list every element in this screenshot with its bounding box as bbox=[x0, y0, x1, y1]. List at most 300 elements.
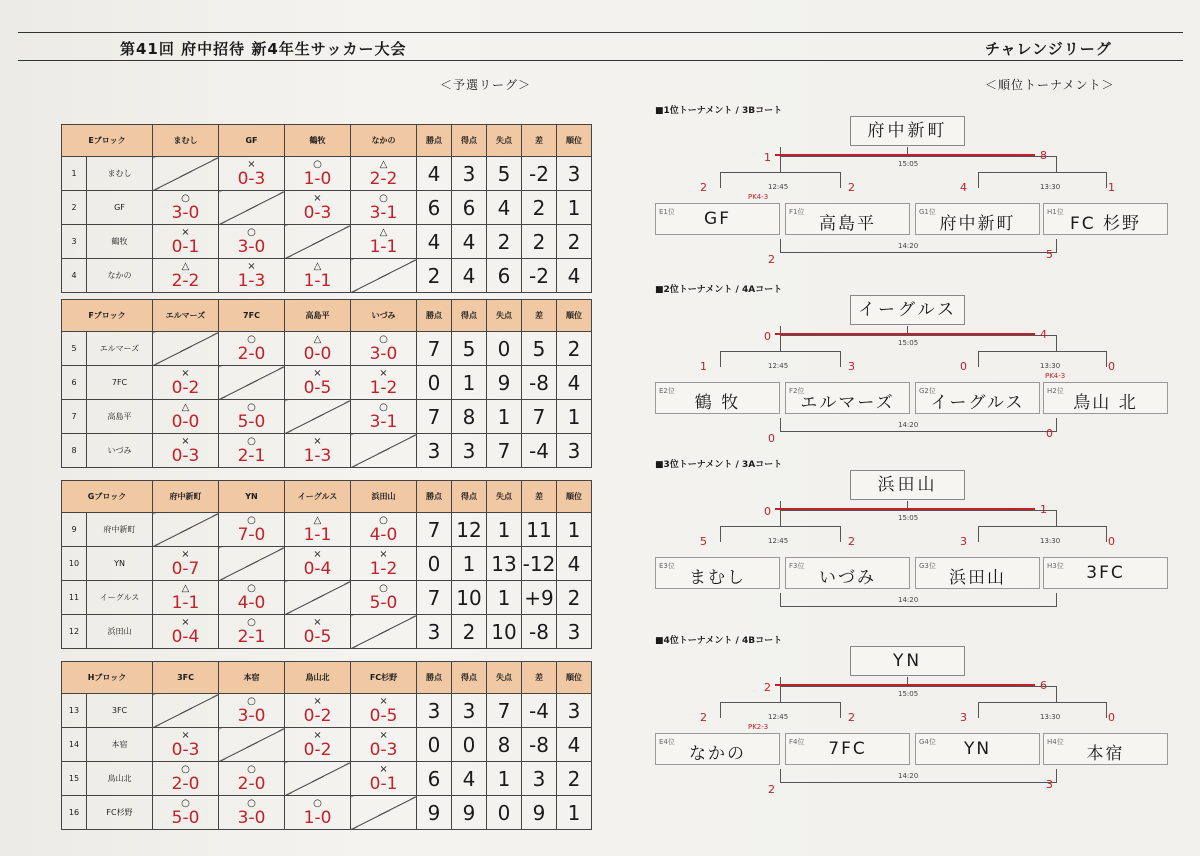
opponent-header: 府中新町 bbox=[153, 481, 219, 513]
stat-pts: 6 bbox=[417, 762, 452, 796]
stat-gf: 8 bbox=[452, 400, 487, 434]
result-mark: △ bbox=[313, 514, 322, 526]
stat-gf: 10 bbox=[452, 581, 487, 615]
bracket-line bbox=[978, 526, 1106, 527]
score: 2-2 bbox=[369, 168, 398, 189]
bracket-line bbox=[1106, 172, 1107, 188]
stat-pts: 7 bbox=[417, 513, 452, 547]
header-rule bbox=[18, 60, 1183, 61]
block-table-4 bbox=[61, 661, 592, 830]
third-time: 14:20 bbox=[898, 242, 919, 250]
slot-team-name: 高島平 bbox=[819, 214, 876, 234]
result-mark: ○ bbox=[379, 333, 388, 345]
slot-label: H1位 bbox=[1047, 208, 1064, 216]
row-number: 3 bbox=[62, 225, 87, 259]
bracket-line bbox=[780, 156, 1057, 157]
semi-score: 0 bbox=[1108, 535, 1115, 548]
result-mark: ○ bbox=[247, 435, 256, 447]
match-result bbox=[153, 615, 219, 649]
self-cell bbox=[285, 225, 351, 259]
table-row bbox=[62, 366, 592, 400]
table-row bbox=[62, 728, 592, 762]
final-time: 15:05 bbox=[898, 160, 919, 168]
stat-pts: 9 bbox=[417, 796, 452, 830]
team-name: イーグルス bbox=[87, 581, 153, 615]
score: 0-0 bbox=[171, 411, 200, 432]
score: 1-0 bbox=[303, 168, 332, 189]
bracket-line bbox=[978, 172, 1106, 173]
opponent-header: FC杉野 bbox=[351, 662, 417, 694]
result-mark: ○ bbox=[247, 514, 256, 526]
score: 3-1 bbox=[369, 411, 398, 432]
match-result bbox=[351, 191, 417, 225]
match-result bbox=[285, 513, 351, 547]
semi-score: 3 bbox=[960, 535, 967, 548]
stat-gf: 6 bbox=[452, 191, 487, 225]
score: 0-3 bbox=[303, 202, 332, 223]
stat-gf: 4 bbox=[452, 762, 487, 796]
score: 4-0 bbox=[237, 592, 266, 613]
bracket-line bbox=[840, 351, 841, 367]
stat-diff: -12 bbox=[522, 547, 557, 581]
result-mark: × bbox=[181, 367, 190, 379]
semi-score: 0 bbox=[1108, 360, 1115, 373]
score: 0-3 bbox=[171, 739, 200, 760]
score: 5-0 bbox=[237, 411, 266, 432]
stat-ga: 0 bbox=[487, 332, 522, 366]
bracket-line bbox=[978, 172, 979, 188]
table-row bbox=[62, 225, 592, 259]
stat-gf: 0 bbox=[452, 728, 487, 762]
slot-label: E2位 bbox=[659, 387, 675, 395]
stat-gf: 9 bbox=[452, 796, 487, 830]
semi-score: 0 bbox=[960, 360, 967, 373]
slot-label: E3位 bbox=[659, 562, 675, 570]
result-mark: × bbox=[313, 729, 322, 741]
self-cell bbox=[285, 581, 351, 615]
third-score-right: 5 bbox=[1046, 248, 1053, 261]
stat-ga: 1 bbox=[487, 400, 522, 434]
score: 1-2 bbox=[369, 377, 398, 398]
stat-rank: 1 bbox=[557, 796, 592, 830]
score: 3-0 bbox=[237, 705, 266, 726]
table-row bbox=[62, 434, 592, 468]
score: 0-3 bbox=[369, 739, 398, 760]
semi-time: 12:45 bbox=[768, 537, 789, 545]
result-mark: × bbox=[313, 548, 322, 560]
result-mark: × bbox=[313, 695, 322, 707]
self-cell bbox=[153, 513, 219, 547]
block-name: Gブロック bbox=[62, 481, 153, 513]
slot-label: F4位 bbox=[789, 738, 805, 746]
semi-score: 0 bbox=[1108, 711, 1115, 724]
bracket-line bbox=[780, 156, 781, 172]
bracket-line bbox=[780, 510, 781, 526]
self-cell bbox=[351, 259, 417, 293]
match-result bbox=[351, 581, 417, 615]
semi-time: 13:30 bbox=[1040, 183, 1061, 191]
semi-time: 13:30 bbox=[1040, 713, 1061, 721]
score: 0-2 bbox=[171, 377, 200, 398]
semi-score: 2 bbox=[848, 711, 855, 724]
stat-gf: 1 bbox=[452, 366, 487, 400]
bracket-line bbox=[1106, 702, 1107, 718]
opponent-header: 高島平 bbox=[285, 300, 351, 332]
table-row bbox=[62, 547, 592, 581]
match-result bbox=[219, 332, 285, 366]
semi-time: 12:45 bbox=[768, 713, 789, 721]
table-row bbox=[62, 694, 592, 728]
team-slot bbox=[655, 733, 780, 765]
stat-pts: 7 bbox=[417, 400, 452, 434]
match-result bbox=[219, 762, 285, 796]
stat-pts: 3 bbox=[417, 615, 452, 649]
team-name: 3FC bbox=[87, 694, 153, 728]
match-result bbox=[351, 694, 417, 728]
semi-time: 13:30 bbox=[1040, 362, 1061, 370]
team-name: エルマーズ bbox=[87, 332, 153, 366]
slot-team-name: 浜田山 bbox=[949, 568, 1006, 588]
table-row bbox=[62, 762, 592, 796]
stat-pts: 0 bbox=[417, 366, 452, 400]
opponent-header: 鳥山北 bbox=[285, 662, 351, 694]
bracket-line bbox=[840, 526, 841, 542]
block-table-3 bbox=[61, 480, 592, 649]
block-table-1 bbox=[61, 124, 592, 293]
result-mark: ○ bbox=[247, 333, 256, 345]
row-number: 16 bbox=[62, 796, 87, 830]
row-number: 1 bbox=[62, 157, 87, 191]
score: 2-1 bbox=[237, 445, 266, 466]
bracket-line bbox=[780, 510, 1057, 511]
stat-rank: 2 bbox=[557, 225, 592, 259]
result-mark: × bbox=[181, 226, 190, 238]
score: 0-1 bbox=[369, 773, 398, 794]
score: 1-2 bbox=[369, 558, 398, 579]
semi-time: 12:45 bbox=[768, 362, 789, 370]
slot-label: G1位 bbox=[919, 208, 936, 216]
stat-ga: 0 bbox=[487, 796, 522, 830]
stat-pts: 0 bbox=[417, 547, 452, 581]
score: 3-0 bbox=[171, 202, 200, 223]
match-result bbox=[219, 259, 285, 293]
self-cell bbox=[153, 157, 219, 191]
match-result bbox=[285, 615, 351, 649]
stat-pts: 4 bbox=[417, 225, 452, 259]
result-mark: △ bbox=[313, 260, 322, 272]
tournament-title: ■2位トーナメント / 4Aコート bbox=[655, 285, 783, 295]
slot-label: H3位 bbox=[1047, 562, 1064, 570]
table-row bbox=[62, 259, 592, 293]
opponent-header: イーグルス bbox=[285, 481, 351, 513]
bracket-line bbox=[720, 172, 840, 173]
stat-ga: 4 bbox=[487, 191, 522, 225]
score: 5-0 bbox=[369, 592, 398, 613]
stat-diff: -2 bbox=[522, 157, 557, 191]
score: 7-0 bbox=[237, 524, 266, 545]
self-cell bbox=[351, 434, 417, 468]
team-slot bbox=[915, 382, 1040, 414]
stat-ga: 7 bbox=[487, 694, 522, 728]
team-slot bbox=[915, 557, 1040, 589]
stat-diff: 5 bbox=[522, 332, 557, 366]
match-result bbox=[219, 581, 285, 615]
tournament-title: ■1位トーナメント / 3Bコート bbox=[655, 106, 783, 116]
stat-ga: 1 bbox=[487, 581, 522, 615]
result-mark: ○ bbox=[247, 695, 256, 707]
team-name: 7FC bbox=[87, 366, 153, 400]
top-rule bbox=[18, 32, 1183, 33]
slot-team-name: 鳥山 北 bbox=[1073, 393, 1138, 413]
final-score-left: 0 bbox=[764, 330, 771, 343]
match-result bbox=[153, 400, 219, 434]
bracket-line bbox=[780, 239, 781, 253]
block-table-2 bbox=[61, 299, 592, 468]
score: 2-0 bbox=[171, 773, 200, 794]
self-cell bbox=[219, 191, 285, 225]
team-name: 鶴牧 bbox=[87, 225, 153, 259]
match-result bbox=[219, 157, 285, 191]
score: 0-1 bbox=[171, 236, 200, 257]
result-mark: × bbox=[379, 548, 388, 560]
slot-team-name: まむし bbox=[689, 568, 746, 588]
col-header-rank: 順位 bbox=[557, 481, 592, 513]
stat-ga: 6 bbox=[487, 259, 522, 293]
score: 0-7 bbox=[171, 558, 200, 579]
result-mark: ○ bbox=[379, 514, 388, 526]
self-cell bbox=[153, 694, 219, 728]
bracket-line bbox=[978, 526, 979, 542]
slot-label: G3位 bbox=[919, 562, 936, 570]
final-score-left: 0 bbox=[764, 505, 771, 518]
score: 0-5 bbox=[303, 377, 332, 398]
score: 3-0 bbox=[369, 343, 398, 364]
score: 0-5 bbox=[303, 626, 332, 647]
slot-team-name: 3FC bbox=[1086, 563, 1125, 583]
score: 3-0 bbox=[237, 236, 266, 257]
match-result bbox=[351, 225, 417, 259]
team-slot bbox=[785, 382, 910, 414]
team-name: 浜田山 bbox=[87, 615, 153, 649]
stat-rank: 3 bbox=[557, 615, 592, 649]
team-slot bbox=[1043, 557, 1168, 589]
stat-gf: 3 bbox=[452, 157, 487, 191]
bracket-line bbox=[978, 702, 1106, 703]
bracket-line bbox=[978, 702, 979, 718]
third-score-left: 2 bbox=[768, 253, 775, 266]
self-cell bbox=[219, 728, 285, 762]
match-result bbox=[351, 547, 417, 581]
third-score-right: 3 bbox=[1046, 778, 1053, 791]
slot-team-name: エルマーズ bbox=[800, 393, 895, 413]
tournament-title: ■3位トーナメント / 3Aコート bbox=[655, 460, 783, 470]
score: 1-1 bbox=[369, 236, 398, 257]
result-mark: × bbox=[181, 729, 190, 741]
semi-score: 3 bbox=[960, 711, 967, 724]
bracket-line bbox=[780, 431, 1057, 432]
match-result bbox=[153, 547, 219, 581]
final-score-right: 6 bbox=[1040, 679, 1047, 692]
row-number: 14 bbox=[62, 728, 87, 762]
stat-gf: 12 bbox=[452, 513, 487, 547]
col-header-rank: 順位 bbox=[557, 300, 592, 332]
score: 2-2 bbox=[171, 270, 200, 291]
score: 1-3 bbox=[303, 445, 332, 466]
bracket-line bbox=[720, 351, 721, 367]
table-row bbox=[62, 615, 592, 649]
stat-ga: 5 bbox=[487, 157, 522, 191]
result-mark: ○ bbox=[313, 797, 322, 809]
final-score-left: 2 bbox=[764, 681, 771, 694]
slot-team-name: YN bbox=[963, 739, 992, 759]
table-row bbox=[62, 191, 592, 225]
stat-rank: 3 bbox=[557, 157, 592, 191]
stat-pts: 7 bbox=[417, 332, 452, 366]
result-mark: ○ bbox=[247, 616, 256, 628]
self-cell bbox=[285, 762, 351, 796]
result-mark: × bbox=[313, 616, 322, 628]
stat-rank: 4 bbox=[557, 728, 592, 762]
winner-box: 府中新町 bbox=[850, 116, 965, 146]
result-mark: ○ bbox=[181, 192, 190, 204]
stat-ga: 7 bbox=[487, 434, 522, 468]
block-name: Fブロック bbox=[62, 300, 153, 332]
score: 0-5 bbox=[369, 705, 398, 726]
result-mark: × bbox=[379, 367, 388, 379]
bracket-line bbox=[780, 606, 1057, 607]
slot-label: H4位 bbox=[1047, 738, 1064, 746]
slot-team-name: 府中新町 bbox=[939, 214, 1016, 234]
result-mark: △ bbox=[379, 226, 388, 238]
final-time: 15:05 bbox=[898, 690, 919, 698]
stat-rank: 2 bbox=[557, 762, 592, 796]
third-score-left: 2 bbox=[768, 783, 775, 796]
bracket-line bbox=[1056, 686, 1057, 702]
match-result bbox=[351, 513, 417, 547]
stat-diff: 7 bbox=[522, 400, 557, 434]
self-cell bbox=[285, 400, 351, 434]
result-mark: △ bbox=[313, 333, 322, 345]
team-slot bbox=[655, 203, 780, 235]
score: 0-4 bbox=[303, 558, 332, 579]
semi-score: 2 bbox=[700, 711, 707, 724]
stat-rank: 1 bbox=[557, 400, 592, 434]
final-score-left: 1 bbox=[764, 151, 771, 164]
match-result bbox=[153, 581, 219, 615]
team-name: まむし bbox=[87, 157, 153, 191]
winner-path bbox=[775, 508, 905, 510]
col-header-ga: 失点 bbox=[487, 662, 522, 694]
opponent-header: エルマーズ bbox=[153, 300, 219, 332]
col-header-ga: 失点 bbox=[487, 300, 522, 332]
bracket-line bbox=[1056, 239, 1057, 253]
stat-pts: 0 bbox=[417, 728, 452, 762]
winner-path bbox=[905, 684, 1035, 686]
score: 3-0 bbox=[237, 807, 266, 828]
col-header-rank: 順位 bbox=[557, 662, 592, 694]
result-mark: × bbox=[181, 435, 190, 447]
row-number: 5 bbox=[62, 332, 87, 366]
winner-box: 浜田山 bbox=[850, 470, 965, 500]
table-row bbox=[62, 581, 592, 615]
opponent-header: いづみ bbox=[351, 300, 417, 332]
block-name: Hブロック bbox=[62, 662, 153, 694]
opponent-header: YN bbox=[219, 481, 285, 513]
opponent-header: GF bbox=[219, 125, 285, 157]
match-result bbox=[285, 366, 351, 400]
match-result bbox=[285, 191, 351, 225]
semi-score: 3 bbox=[848, 360, 855, 373]
row-number: 10 bbox=[62, 547, 87, 581]
result-mark: ○ bbox=[247, 763, 256, 775]
stat-pts: 6 bbox=[417, 191, 452, 225]
table-row bbox=[62, 157, 592, 191]
third-score-left: 0 bbox=[768, 432, 775, 445]
bracket-line bbox=[1056, 593, 1057, 607]
match-result bbox=[285, 157, 351, 191]
bracket-line bbox=[780, 418, 781, 432]
col-header-gf: 得点 bbox=[452, 481, 487, 513]
score: 1-1 bbox=[303, 524, 332, 545]
match-result bbox=[153, 259, 219, 293]
match-result bbox=[153, 191, 219, 225]
stat-diff: -8 bbox=[522, 366, 557, 400]
semi-score: 1 bbox=[1108, 181, 1115, 194]
stat-diff: 9 bbox=[522, 796, 557, 830]
row-number: 4 bbox=[62, 259, 87, 293]
score: 2-0 bbox=[237, 343, 266, 364]
row-number: 11 bbox=[62, 581, 87, 615]
slot-label: H2位 bbox=[1047, 387, 1064, 395]
bracket-line bbox=[780, 593, 781, 607]
final-time: 15:05 bbox=[898, 514, 919, 522]
team-slot bbox=[1043, 733, 1168, 765]
score: 4-0 bbox=[369, 524, 398, 545]
match-result bbox=[351, 762, 417, 796]
col-header-pts: 勝点 bbox=[417, 300, 452, 332]
match-result bbox=[285, 547, 351, 581]
stat-ga: 2 bbox=[487, 225, 522, 259]
third-time: 14:20 bbox=[898, 596, 919, 604]
stat-gf: 3 bbox=[452, 434, 487, 468]
pk-score: PK2-3 bbox=[748, 723, 769, 731]
opponent-header: 3FC bbox=[153, 662, 219, 694]
score: 0-3 bbox=[237, 168, 266, 189]
opponent-header: まむし bbox=[153, 125, 219, 157]
match-result bbox=[351, 366, 417, 400]
stat-gf: 1 bbox=[452, 547, 487, 581]
match-result bbox=[153, 796, 219, 830]
stat-rank: 1 bbox=[557, 191, 592, 225]
result-mark: △ bbox=[181, 582, 190, 594]
score: 0-0 bbox=[303, 343, 332, 364]
score: 5-0 bbox=[171, 807, 200, 828]
stat-rank: 1 bbox=[557, 513, 592, 547]
stat-pts: 2 bbox=[417, 259, 452, 293]
result-mark: △ bbox=[181, 260, 190, 272]
bracket-line bbox=[1056, 156, 1057, 172]
slot-team-name: GF bbox=[704, 209, 731, 229]
score: 0-3 bbox=[171, 445, 200, 466]
stat-diff: -8 bbox=[522, 615, 557, 649]
match-result bbox=[219, 225, 285, 259]
stat-diff: +9 bbox=[522, 581, 557, 615]
stat-rank: 4 bbox=[557, 366, 592, 400]
stat-ga: 10 bbox=[487, 615, 522, 649]
team-slot bbox=[655, 557, 780, 589]
match-result bbox=[285, 259, 351, 293]
final-score-right: 4 bbox=[1040, 328, 1047, 341]
